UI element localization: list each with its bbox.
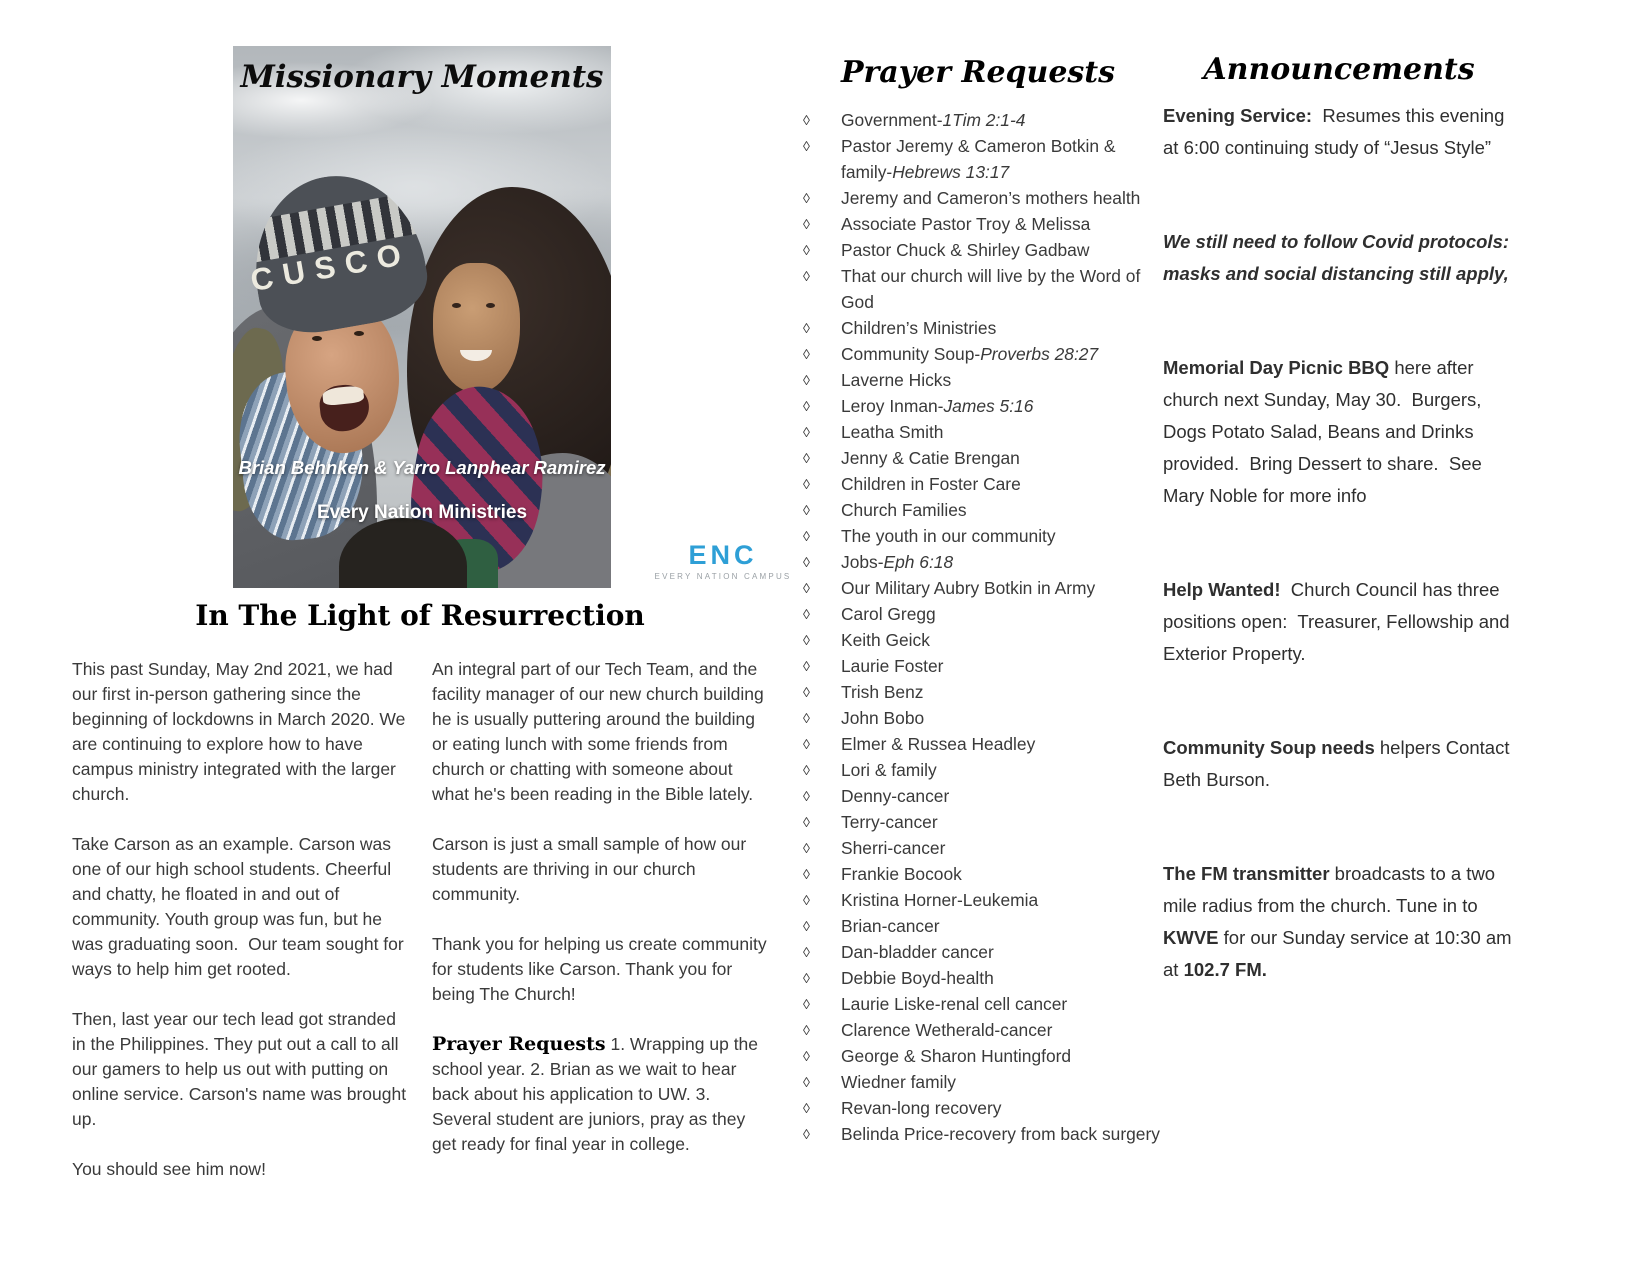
prayer-request-item bbox=[790, 107, 1166, 133]
diamond-bullet-icon: ◊ bbox=[803, 268, 810, 284]
diamond-bullet-icon: ◊ bbox=[803, 216, 810, 232]
prayer-request-item bbox=[790, 965, 1166, 991]
prayer-request-text: Laurie Foster bbox=[841, 656, 944, 676]
prayer-request-text: Lori & family bbox=[841, 760, 937, 780]
prayer-request-text: That our church will live by the Word of God bbox=[841, 266, 1141, 312]
diamond-bullet-icon: ◊ bbox=[803, 190, 810, 206]
prayer-request-text: Sherri-cancer bbox=[841, 838, 946, 858]
announcement bbox=[1163, 858, 1515, 986]
prayer-request-text: The youth in our community bbox=[841, 526, 1056, 546]
announcement bbox=[1163, 732, 1515, 796]
prayer-request-item bbox=[790, 1069, 1166, 1095]
diamond-bullet-icon: ◊ bbox=[803, 1100, 810, 1116]
prayer-request-text: Frankie Bocook bbox=[841, 864, 962, 884]
diamond-bullet-icon: ◊ bbox=[803, 398, 810, 414]
prayer-request-item bbox=[790, 497, 1166, 523]
scripture-reference: James 5:16 bbox=[943, 396, 1034, 416]
diamond-bullet-icon: ◊ bbox=[803, 320, 810, 336]
diamond-bullet-icon: ◊ bbox=[803, 788, 810, 804]
prayer-request-item bbox=[790, 835, 1166, 861]
prayer-request-text: Trish Benz bbox=[841, 682, 924, 702]
diamond-bullet-icon: ◊ bbox=[803, 138, 810, 154]
prayer-request-text: Community Soup-Proverbs 28:27 bbox=[841, 344, 1099, 364]
prayer-request-text: George & Sharon Huntingford bbox=[841, 1046, 1072, 1066]
article-paragraph: Prayer Requests 1. Wrapping up the school year. 2. Brian as we wait to hear back about his application to UW. 3. Several student are juniors, pray as they get ready for final year in college. bbox=[432, 1033, 759, 1154]
prayer-request-item bbox=[790, 523, 1166, 549]
prayer-request-text: Children’s Ministries bbox=[841, 318, 997, 338]
prayer-request-item bbox=[790, 237, 1166, 263]
prayer-request-item bbox=[790, 211, 1166, 237]
announcements-section bbox=[1163, 52, 1515, 1048]
diamond-bullet-icon: ◊ bbox=[803, 346, 810, 362]
article-paragraph: Carson is just a small sample of how our students are thriving in our church community. bbox=[432, 834, 747, 904]
prayer-request-text: Belinda Price-recovery from back surgery bbox=[841, 1124, 1160, 1144]
diamond-bullet-icon: ◊ bbox=[803, 1074, 810, 1090]
prayer-request-item bbox=[790, 1043, 1166, 1069]
prayer-request-text: Our Military Aubry Botkin in Army bbox=[841, 578, 1096, 598]
announcement-segment: broadcasts to a two mile radius from the church. Tune in to bbox=[1163, 863, 1496, 916]
prayer-request-item bbox=[790, 185, 1166, 211]
article-paragraph: An integral part of our Tech Team, and the facility manager of our new church building he is usually puttering around the building or eating lunch with some friends from church or chatting with someone about what he's been reading in the Bible lately. bbox=[432, 659, 764, 804]
announcement-segment: Community Soup needs bbox=[1163, 737, 1375, 758]
prayer-request-text: Jobs-Eph 6:18 bbox=[841, 552, 954, 572]
announcement bbox=[1163, 352, 1515, 512]
announcement-segment: Memorial Day Picnic BBQ bbox=[1163, 357, 1390, 378]
article-paragraph: This past Sunday, May 2nd 2021, we had our first in-person gathering since the beginning of lockdowns in March 2020. We are continuing to explore how to have campus ministry integrated with the larger church. bbox=[72, 659, 406, 804]
announcements-title: Announcements bbox=[1203, 52, 1475, 87]
prayer-request-item bbox=[790, 991, 1166, 1017]
photo-woman-face bbox=[433, 263, 520, 393]
enc-logo-text: ENC bbox=[688, 540, 758, 570]
announcement bbox=[1163, 574, 1515, 670]
prayer-requests-title: Prayer Requests bbox=[840, 55, 1116, 90]
scripture-reference: Proverbs 28:27 bbox=[980, 344, 1099, 364]
prayer-request-text: Brian-cancer bbox=[841, 916, 940, 936]
diamond-bullet-icon: ◊ bbox=[803, 918, 810, 934]
diamond-bullet-icon: ◊ bbox=[803, 580, 810, 596]
prayer-request-text: Denny-cancer bbox=[841, 786, 950, 806]
diamond-bullet-icon: ◊ bbox=[803, 684, 810, 700]
photo-caption-organization: Every Nation Ministries bbox=[316, 502, 528, 523]
announcement-segment: KWVE bbox=[1163, 927, 1219, 948]
announcements-list bbox=[1163, 100, 1515, 986]
prayer-request-text: Jeremy and Cameron’s mothers health bbox=[841, 188, 1141, 208]
announcement-segment: The FM transmitter bbox=[1163, 863, 1330, 884]
prayer-request-item bbox=[790, 627, 1166, 653]
beanie-hat-text: CUSCO bbox=[248, 235, 414, 299]
enc-logo bbox=[648, 541, 798, 581]
prayer-request-text: Laverne Hicks bbox=[841, 370, 952, 390]
diamond-bullet-icon: ◊ bbox=[803, 762, 810, 778]
diamond-bullet-icon: ◊ bbox=[803, 710, 810, 726]
prayer-request-item bbox=[790, 393, 1166, 419]
diamond-bullet-icon: ◊ bbox=[803, 632, 810, 648]
diamond-bullet-icon: ◊ bbox=[803, 606, 810, 622]
prayer-request-item bbox=[790, 1095, 1166, 1121]
prayer-request-text: Pastor Chuck & Shirley Gadbaw bbox=[841, 240, 1090, 260]
prayer-request-item bbox=[790, 679, 1166, 705]
prayer-request-item bbox=[790, 757, 1166, 783]
prayer-request-text: Terry-cancer bbox=[841, 812, 938, 832]
diamond-bullet-icon: ◊ bbox=[803, 372, 810, 388]
announcement-segment: for our Sunday service at 10:30 am at bbox=[1163, 927, 1512, 980]
photo-man-eye bbox=[354, 331, 364, 336]
prayer-request-item bbox=[790, 315, 1166, 341]
announcement-segment: here after church next Sunday, May 30. Burgers, Dogs Potato Salad, Beans and Drinks provided. Bring Dessert to share. See Mary Noble for more info bbox=[1163, 357, 1482, 506]
prayer-request-text: Laurie Liske-renal cell cancer bbox=[841, 994, 1068, 1014]
diamond-bullet-icon: ◊ bbox=[803, 892, 810, 908]
diamond-bullet-icon: ◊ bbox=[803, 996, 810, 1012]
announcement bbox=[1163, 100, 1515, 164]
diamond-bullet-icon: ◊ bbox=[803, 1022, 810, 1038]
diamond-bullet-icon: ◊ bbox=[803, 814, 810, 830]
prayer-request-text: Government-1Tim 2:1-4 bbox=[841, 110, 1026, 130]
prayer-request-text: Dan-bladder cancer bbox=[841, 942, 994, 962]
prayer-request-text: Clarence Wetherald-cancer bbox=[841, 1020, 1053, 1040]
announcement-segment: Resumes this evening at 6:00 continuing study of “Jesus Style” bbox=[1163, 105, 1505, 158]
prayer-request-item bbox=[790, 549, 1166, 575]
prayer-request-text: John Bobo bbox=[841, 708, 925, 728]
article-body bbox=[72, 657, 772, 1207]
prayer-request-item bbox=[790, 133, 1166, 185]
prayer-request-item bbox=[790, 601, 1166, 627]
diamond-bullet-icon: ◊ bbox=[803, 554, 810, 570]
article-paragraph: Thank you for helping us create community for students like Carson. Thank you for being The Church! bbox=[432, 934, 767, 1004]
prayer-request-item bbox=[790, 809, 1166, 835]
diamond-bullet-icon: ◊ bbox=[803, 502, 810, 518]
diamond-bullet-icon: ◊ bbox=[803, 970, 810, 986]
diamond-bullet-icon: ◊ bbox=[803, 736, 810, 752]
announcement-segment: Church Council has three positions open: Treasurer, Fellowship and Exterior Property. bbox=[1163, 579, 1510, 664]
announcement-segment: Help Wanted! bbox=[1163, 579, 1281, 600]
prayer-request-item bbox=[790, 653, 1166, 679]
prayer-request-item bbox=[790, 1121, 1166, 1147]
enc-logo-subtext: EVERY NATION CAMPUS bbox=[654, 572, 792, 581]
prayer-request-text: Revan-long recovery bbox=[841, 1098, 1002, 1118]
article-paragraph: Take Carson as an example. Carson was one of our high school students. Cheerful and chatty, he floated in and out of community. Youth group was fun, but he was graduating soon. Our team sought for ways to help him get rooted. bbox=[72, 834, 404, 979]
diamond-bullet-icon: ◊ bbox=[803, 840, 810, 856]
prayer-request-text: Pastor Jeremy & Cameron Botkin & family-Hebrews 13:17 bbox=[841, 136, 1116, 182]
diamond-bullet-icon: ◊ bbox=[803, 944, 810, 960]
diamond-bullet-icon: ◊ bbox=[803, 112, 810, 128]
prayer-request-item bbox=[790, 419, 1166, 445]
diamond-bullet-icon: ◊ bbox=[803, 450, 810, 466]
scripture-reference: Hebrews 13:17 bbox=[892, 162, 1010, 182]
prayer-requests-inline-label: Prayer Requests bbox=[432, 1033, 606, 1055]
diamond-bullet-icon: ◊ bbox=[803, 476, 810, 492]
prayer-request-item bbox=[790, 445, 1166, 471]
diamond-bullet-icon: ◊ bbox=[803, 866, 810, 882]
prayer-request-item bbox=[790, 861, 1166, 887]
prayer-request-text: Jenny & Catie Brengan bbox=[841, 448, 1020, 468]
prayer-request-list bbox=[790, 107, 1166, 1147]
prayer-request-text: Children in Foster Care bbox=[841, 474, 1021, 494]
prayer-request-text: Kristina Horner-Leukemia bbox=[841, 890, 1039, 910]
article-paragraph: Then, last year our tech lead got stranded in the Philippines. They put out a call to all our gamers to help us out with putting on online service. Carson's name was brought up. bbox=[72, 1009, 407, 1129]
diamond-bullet-icon: ◊ bbox=[803, 528, 810, 544]
prayer-request-text: Debbie Boyd-health bbox=[841, 968, 994, 988]
prayer-request-item bbox=[790, 341, 1166, 367]
prayer-request-item bbox=[790, 939, 1166, 965]
prayer-request-item bbox=[790, 263, 1166, 315]
prayer-request-item bbox=[790, 471, 1166, 497]
prayer-request-text: Leroy Inman-James 5:16 bbox=[841, 396, 1034, 416]
announcement-segment: We still need to follow Covid protocols: masks and social distancing still apply, bbox=[1163, 231, 1515, 284]
prayer-request-text: Wiedner family bbox=[841, 1072, 957, 1092]
prayer-request-item bbox=[790, 367, 1166, 393]
diamond-bullet-icon: ◊ bbox=[803, 658, 810, 674]
missionary-photo bbox=[233, 46, 611, 588]
prayer-request-item bbox=[790, 705, 1166, 731]
prayer-request-item bbox=[790, 887, 1166, 913]
missionary-moments-title: Missionary Moments bbox=[240, 59, 604, 95]
prayer-request-text: Keith Geick bbox=[841, 630, 930, 650]
prayer-request-item bbox=[790, 575, 1166, 601]
announcement-segment: helpers Contact Beth Burson. bbox=[1163, 737, 1510, 790]
diamond-bullet-icon: ◊ bbox=[803, 424, 810, 440]
article-col-1 bbox=[72, 657, 412, 1207]
article-paragraph: You should see him now! bbox=[72, 1159, 266, 1179]
article-col-2 bbox=[432, 657, 772, 1207]
prayer-request-item bbox=[790, 1017, 1166, 1043]
prayer-request-item bbox=[790, 913, 1166, 939]
prayer-request-item bbox=[790, 783, 1166, 809]
prayer-request-text: Church Families bbox=[841, 500, 967, 520]
diamond-bullet-icon: ◊ bbox=[803, 1048, 810, 1064]
announcement bbox=[1163, 226, 1515, 290]
prayer-request-text: Carol Gregg bbox=[841, 604, 936, 624]
prayer-request-text: Leatha Smith bbox=[841, 422, 944, 442]
prayer-request-item bbox=[790, 731, 1166, 757]
scripture-reference: Eph 6:18 bbox=[883, 552, 954, 572]
announcement-segment: Evening Service: bbox=[1163, 105, 1313, 126]
photo-caption-names: Brian Behnken & Yarro Lanphear Ramirez bbox=[238, 457, 606, 478]
prayer-request-text: Elmer & Russea Headley bbox=[841, 734, 1036, 754]
announcement-segment: 102.7 FM. bbox=[1183, 959, 1267, 980]
diamond-bullet-icon: ◊ bbox=[803, 1126, 810, 1142]
scripture-reference: 1Tim 2:1-4 bbox=[942, 110, 1026, 130]
prayer-requests-section bbox=[790, 55, 1166, 1147]
article-heading: In The Light of Resurrection bbox=[195, 599, 645, 632]
prayer-request-text: Associate Pastor Troy & Melissa bbox=[841, 214, 1091, 234]
diamond-bullet-icon: ◊ bbox=[803, 242, 810, 258]
